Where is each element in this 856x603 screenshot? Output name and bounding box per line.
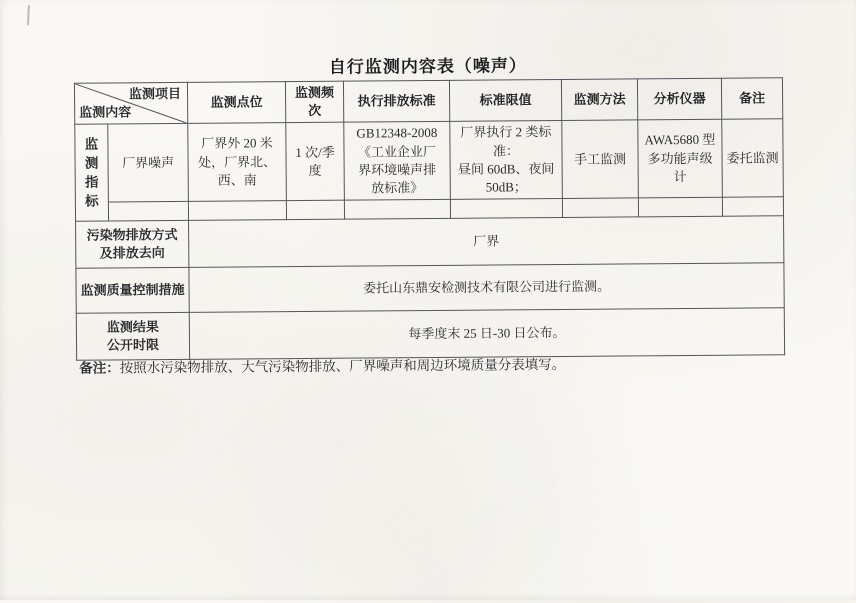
cell-monitoring-item: 厂界噪声 (108, 124, 189, 202)
header-cell-analysis-instrument: 分析仪器 (637, 78, 721, 120)
header-cell-monitoring-method: 监测方法 (561, 79, 637, 121)
page-title: 自行监测内容表（噪声） (328, 56, 527, 77)
cell-monitoring-point: 厂界外 20 米 处，厂界北、 西、南 (188, 123, 287, 202)
footnote (79, 351, 799, 377)
corner-label-project: 监测项目 (128, 85, 182, 102)
info-label-discharge-mode: 污染物排放方式 及排放去向 (76, 221, 189, 269)
empty-cell (108, 202, 188, 222)
info-row-discharge (76, 216, 784, 269)
row-group-label-cell (75, 124, 109, 221)
cell-monitoring-method: 手工监测 (562, 120, 639, 198)
empty-cell (286, 200, 344, 219)
empty-cell (450, 199, 562, 219)
info-value-publish-deadline: 每季度末 25 日-30 日公布。 (189, 308, 784, 360)
footnote-prefix: 备注： (79, 360, 120, 376)
header-cell-emission-standard: 执行排放标准 (343, 80, 449, 122)
empty-cell (188, 201, 286, 221)
cell-monitoring-frequency: 1 次/季度 (286, 123, 345, 201)
info-value-quality-control: 委托山东鼎安检测技术有限公司进行监测。 (189, 263, 784, 313)
empty-cell (722, 197, 783, 216)
footnote-text: 按照水污染物排放、大气污染物排放、厂界噪声和周边环境质量分表填写。 (119, 356, 566, 376)
header-cell-standard-limit: 标准限值 (449, 79, 561, 121)
cell-remark: 委托监测 (722, 119, 784, 197)
cell-emission-standard: GB12348-2008 《工业企业厂 界环境噪声排 放标准》 (344, 122, 451, 201)
header-row (74, 78, 782, 125)
header-cell-monitoring-frequency: 监测频次 (285, 81, 343, 123)
header-cell-monitoring-point: 监测点位 (187, 82, 285, 124)
info-label-publish-deadline: 监测结果 公开时限 (76, 313, 189, 361)
empty-cell (562, 198, 638, 218)
header-cell-remark: 备注 (721, 78, 782, 120)
monitoring-table (74, 77, 785, 361)
cell-analysis-instrument: AWA5680 型 多功能声级计 (638, 120, 723, 198)
scan-edge-artifact (27, 5, 30, 25)
info-label-quality-control: 监测质量控制措施 (76, 268, 189, 314)
info-value-discharge-mode: 厂界 (189, 216, 784, 268)
cell-standard-limit: 厂界执行 2 类标准： 昼间 60dB、夜间 50dB； (450, 121, 563, 200)
corner-label-content: 监测内容 (79, 104, 132, 120)
data-row-noise (75, 119, 784, 202)
empty-cell (638, 197, 722, 217)
row-group-label: 监测指标 (84, 136, 99, 209)
empty-cell (344, 199, 450, 219)
info-row-quality-control (76, 263, 784, 314)
corner-header-cell (74, 82, 187, 124)
